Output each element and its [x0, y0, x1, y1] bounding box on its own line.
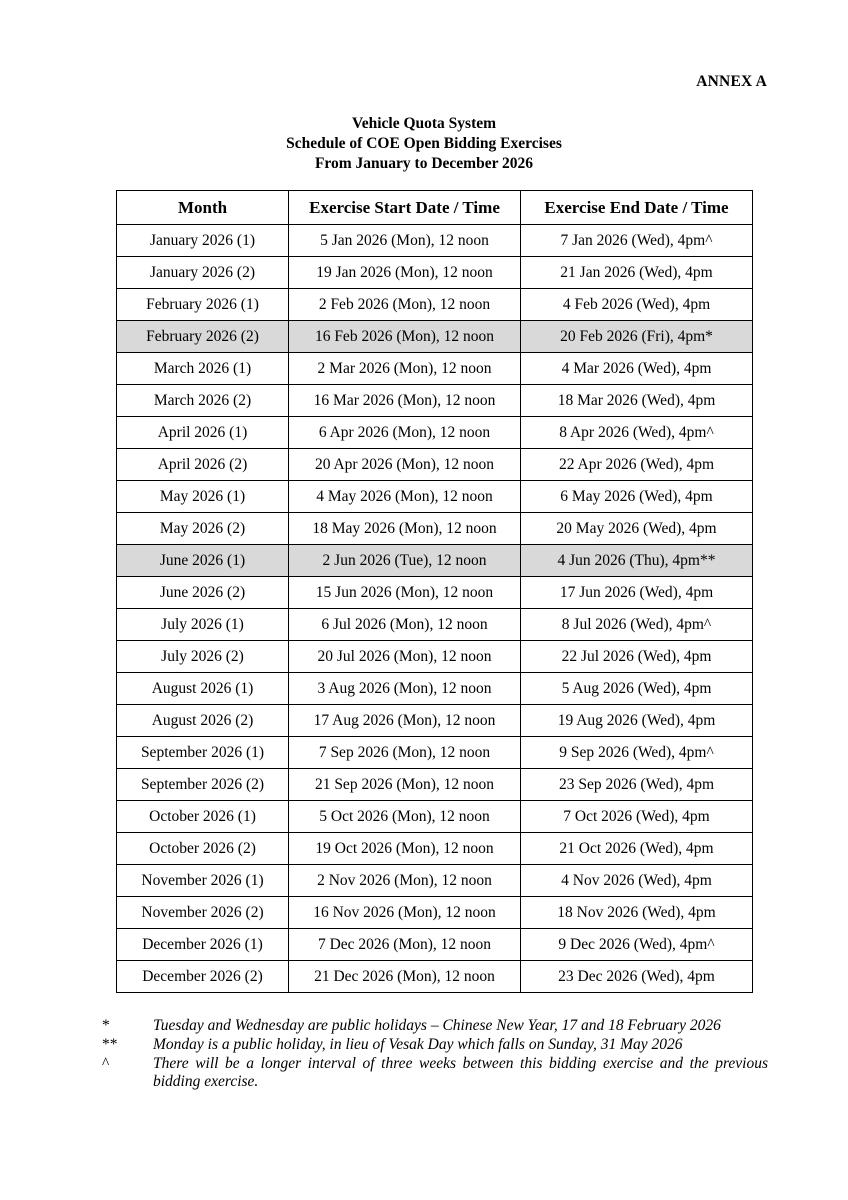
cell-start: 2 Jun 2026 (Tue), 12 noon	[289, 545, 521, 577]
cell-month: April 2026 (1)	[117, 417, 289, 449]
footnote-text: Monday is a public holiday, in lieu of Vesak Day which falls on Sunday, 31 May 2026	[153, 1036, 683, 1053]
cell-end: 7 Jan 2026 (Wed), 4pm^	[521, 225, 753, 257]
table-row	[117, 961, 753, 993]
table-row	[117, 769, 753, 801]
table-header-row	[117, 191, 753, 225]
cell-month: May 2026 (1)	[117, 481, 289, 513]
cell-start: 19 Oct 2026 (Mon), 12 noon	[289, 833, 521, 865]
table-row	[117, 897, 753, 929]
table-row	[117, 609, 753, 641]
cell-month: June 2026 (2)	[117, 577, 289, 609]
footnotes	[102, 1017, 768, 1092]
table-row	[117, 641, 753, 673]
table-row	[117, 225, 753, 257]
cell-month: June 2026 (1)	[117, 545, 289, 577]
cell-month: February 2026 (2)	[117, 321, 289, 353]
cell-start: 5 Oct 2026 (Mon), 12 noon	[289, 801, 521, 833]
table-row	[117, 385, 753, 417]
cell-month: March 2026 (1)	[117, 353, 289, 385]
footnote-asterisk	[102, 1017, 768, 1035]
coe-schedule-table	[116, 190, 753, 993]
title-line-2: Schedule of COE Open Bidding Exercises	[286, 135, 562, 152]
table-row	[117, 449, 753, 481]
cell-end: 17 Jun 2026 (Wed), 4pm	[521, 577, 753, 609]
cell-start: 16 Nov 2026 (Mon), 12 noon	[289, 897, 521, 929]
cell-month: November 2026 (1)	[117, 865, 289, 897]
title-line-3: From January to December 2026	[314, 155, 534, 172]
cell-end: 7 Oct 2026 (Wed), 4pm	[521, 801, 753, 833]
table-row	[117, 545, 753, 577]
table-row	[117, 257, 753, 289]
cell-start: 2 Nov 2026 (Mon), 12 noon	[289, 865, 521, 897]
cell-month: August 2026 (1)	[117, 673, 289, 705]
table-row	[117, 865, 753, 897]
table-row	[117, 801, 753, 833]
cell-start: 4 May 2026 (Mon), 12 noon	[289, 481, 521, 513]
cell-start: 20 Apr 2026 (Mon), 12 noon	[289, 449, 521, 481]
cell-end: 5 Aug 2026 (Wed), 4pm	[521, 673, 753, 705]
cell-month: December 2026 (2)	[117, 961, 289, 993]
cell-start: 2 Mar 2026 (Mon), 12 noon	[289, 353, 521, 385]
annex-label: ANNEX A	[696, 73, 767, 90]
cell-end: 4 Nov 2026 (Wed), 4pm	[521, 865, 753, 897]
cell-end: 9 Sep 2026 (Wed), 4pm^	[521, 737, 753, 769]
cell-start: 21 Dec 2026 (Mon), 12 noon	[289, 961, 521, 993]
table-row	[117, 673, 753, 705]
cell-start: 21 Sep 2026 (Mon), 12 noon	[289, 769, 521, 801]
cell-month: April 2026 (2)	[117, 449, 289, 481]
cell-start: 17 Aug 2026 (Mon), 12 noon	[289, 705, 521, 737]
cell-end: 9 Dec 2026 (Wed), 4pm^	[521, 929, 753, 961]
footnote-caret	[102, 1055, 768, 1091]
cell-end: 4 Jun 2026 (Thu), 4pm**	[521, 545, 753, 577]
footnote-mark: **	[102, 1036, 118, 1053]
cell-start: 15 Jun 2026 (Mon), 12 noon	[289, 577, 521, 609]
cell-month: September 2026 (1)	[117, 737, 289, 769]
cell-start: 16 Mar 2026 (Mon), 12 noon	[289, 385, 521, 417]
cell-start: 3 Aug 2026 (Mon), 12 noon	[289, 673, 521, 705]
cell-month: January 2026 (2)	[117, 257, 289, 289]
cell-start: 18 May 2026 (Mon), 12 noon	[289, 513, 521, 545]
cell-month: November 2026 (2)	[117, 897, 289, 929]
table-row	[117, 737, 753, 769]
cell-end: 22 Jul 2026 (Wed), 4pm	[521, 641, 753, 673]
table-row	[117, 833, 753, 865]
cell-start: 6 Jul 2026 (Mon), 12 noon	[289, 609, 521, 641]
footnote-text: There will be a longer interval of three weeks between this bidding exercise and the previous bidding exercise.	[153, 1055, 768, 1090]
table-row	[117, 353, 753, 385]
table-row	[117, 481, 753, 513]
cell-start: 19 Jan 2026 (Mon), 12 noon	[289, 257, 521, 289]
cell-end: 8 Jul 2026 (Wed), 4pm^	[521, 609, 753, 641]
footnote-mark: ^	[102, 1055, 110, 1072]
document-title-block	[0, 114, 848, 174]
cell-month: March 2026 (2)	[117, 385, 289, 417]
cell-month: January 2026 (1)	[117, 225, 289, 257]
cell-month: May 2026 (2)	[117, 513, 289, 545]
cell-end: 21 Jan 2026 (Wed), 4pm	[521, 257, 753, 289]
cell-end: 20 May 2026 (Wed), 4pm	[521, 513, 753, 545]
cell-start: 20 Jul 2026 (Mon), 12 noon	[289, 641, 521, 673]
cell-start: 16 Feb 2026 (Mon), 12 noon	[289, 321, 521, 353]
table-row	[117, 321, 753, 353]
cell-end: 23 Dec 2026 (Wed), 4pm	[521, 961, 753, 993]
cell-month: October 2026 (2)	[117, 833, 289, 865]
cell-end: 23 Sep 2026 (Wed), 4pm	[521, 769, 753, 801]
cell-month: August 2026 (2)	[117, 705, 289, 737]
cell-end: 18 Mar 2026 (Wed), 4pm	[521, 385, 753, 417]
table-row	[117, 513, 753, 545]
cell-month: February 2026 (1)	[117, 289, 289, 321]
header-month: Month	[117, 191, 289, 225]
title-line-1: Vehicle Quota System	[351, 115, 497, 132]
table-row	[117, 705, 753, 737]
footnote-text: Tuesday and Wednesday are public holidays – Chinese New Year, 17 and 18 February 2026	[153, 1017, 721, 1034]
cell-month: July 2026 (2)	[117, 641, 289, 673]
table-body	[117, 225, 753, 993]
cell-start: 6 Apr 2026 (Mon), 12 noon	[289, 417, 521, 449]
cell-start: 7 Dec 2026 (Mon), 12 noon	[289, 929, 521, 961]
cell-month: September 2026 (2)	[117, 769, 289, 801]
cell-month: October 2026 (1)	[117, 801, 289, 833]
cell-start: 2 Feb 2026 (Mon), 12 noon	[289, 289, 521, 321]
footnote-double-asterisk	[102, 1036, 768, 1054]
cell-end: 20 Feb 2026 (Fri), 4pm*	[521, 321, 753, 353]
cell-end: 6 May 2026 (Wed), 4pm	[521, 481, 753, 513]
cell-end: 4 Feb 2026 (Wed), 4pm	[521, 289, 753, 321]
header-end: Exercise End Date / Time	[521, 191, 753, 225]
cell-start: 7 Sep 2026 (Mon), 12 noon	[289, 737, 521, 769]
table-row	[117, 577, 753, 609]
table-row	[117, 929, 753, 961]
cell-end: 22 Apr 2026 (Wed), 4pm	[521, 449, 753, 481]
footnote-mark: *	[102, 1017, 110, 1034]
cell-end: 19 Aug 2026 (Wed), 4pm	[521, 705, 753, 737]
cell-end: 18 Nov 2026 (Wed), 4pm	[521, 897, 753, 929]
cell-end: 8 Apr 2026 (Wed), 4pm^	[521, 417, 753, 449]
cell-end: 21 Oct 2026 (Wed), 4pm	[521, 833, 753, 865]
table-row	[117, 289, 753, 321]
cell-month: July 2026 (1)	[117, 609, 289, 641]
header-start: Exercise Start Date / Time	[289, 191, 521, 225]
cell-month: December 2026 (1)	[117, 929, 289, 961]
cell-start: 5 Jan 2026 (Mon), 12 noon	[289, 225, 521, 257]
table-row	[117, 417, 753, 449]
cell-end: 4 Mar 2026 (Wed), 4pm	[521, 353, 753, 385]
